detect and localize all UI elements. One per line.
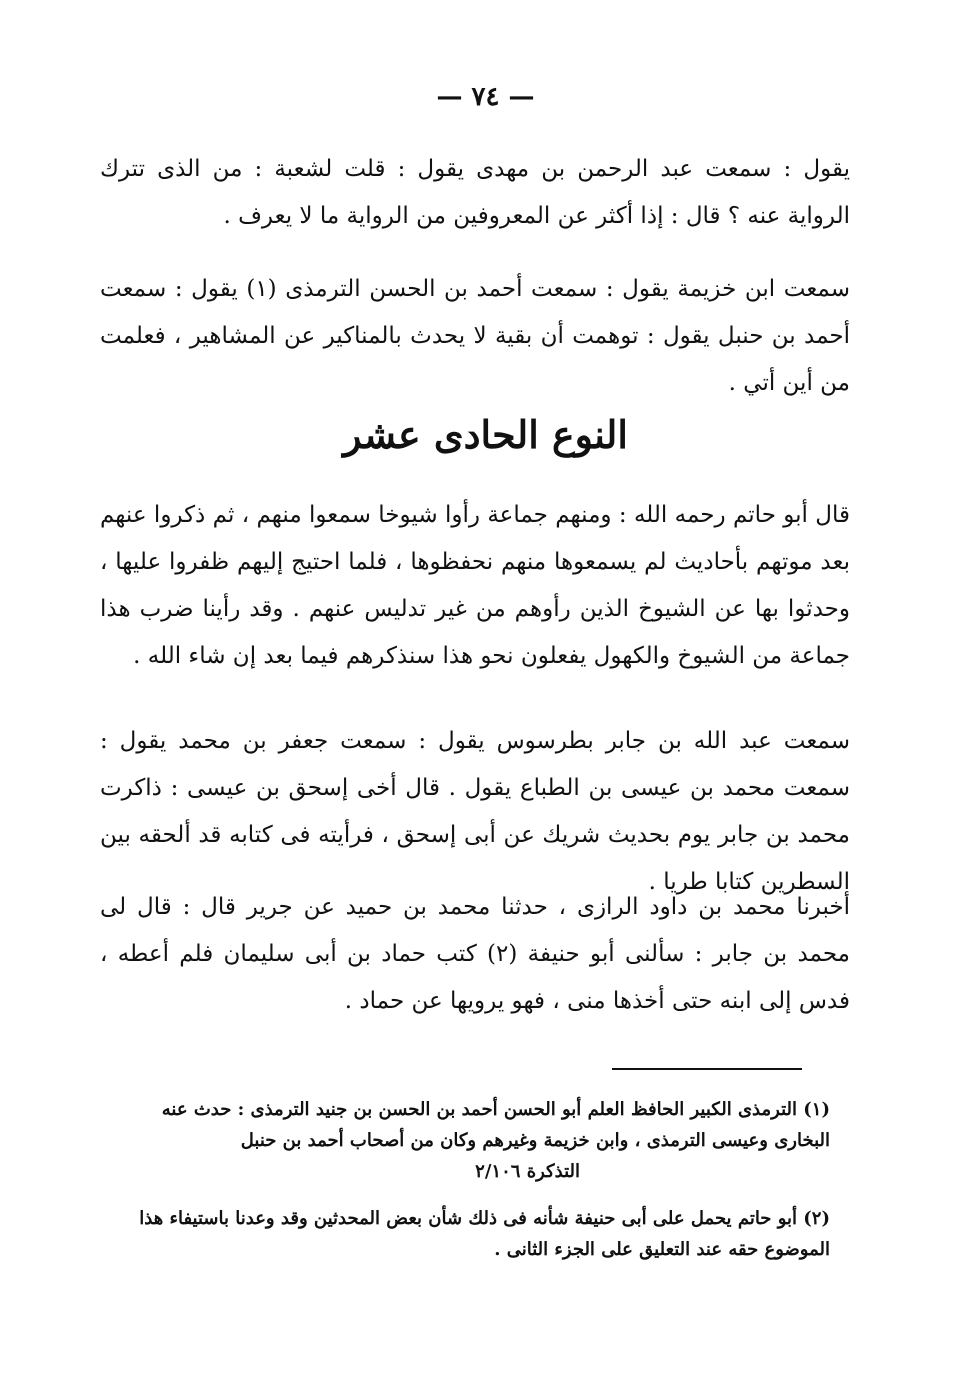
footnotes xyxy=(110,1094,830,1281)
footnote-divider xyxy=(612,1068,802,1070)
section-heading: النوع الحادى عشر xyxy=(343,412,628,457)
paragraph-ibn-khuzayma: سمعت ابن خزيمة يقول : سمعت أحمد بن الحسن الترمذى (١) يقول : سمعت أحمد بن حنبل يقول : توهمت أن بقية لا يحدث بالمناكير عن المشاهير ، فعلمت من أين أتي . xyxy=(100,276,850,396)
paragraph-abdullah-bin-jabir: سمعت عبد الله بن جابر بطرسوس يقول : سمعت جعفر بن محمد يقول : سمعت محمد بن عيسى بن الطباع يقول . قال أخى إسحق بن عيسى : ذاكرت محمد بن جابر يوم بحديث شريك عن أبى إسحق ، فرأيته فى كتابه قد ألحقه بين السطرين كتابا طريا . xyxy=(100,728,850,895)
footnote-1-text: (١) الترمذى الكبير الحافظ العلم أبو الحسن أحمد بن الحسن بن جنيد الترمذى : حدث عنه البخارى وعيسى الترمذى ، وابن خزيمة وغيرهم وكان من أصحاب أحمد بن حنبل xyxy=(161,1099,830,1151)
paragraph-muhammad-bin-dawud: أخبرنا محمد بن داود الرازى ، حدثنا محمد بن حميد عن جرير قال : قال لى محمد بن جابر : سألنى أبو حنيفة (٢) كتب حماد بن أبى سليمان فلم أعطه ، فدس إلى ابنه حتى أخذها منى ، فهو يرويها عن حماد . xyxy=(100,894,850,1014)
footnote-1 xyxy=(110,1094,830,1187)
paragraph-abu-hatim: قال أبو حاتم رحمه الله : ومنهم جماعة رأوا شيوخا سمعوا منهم ، ثم ذكروا عنهم بعد موتهم بأحاديث لم يسمعوها منهم نحفظوها ، فلما احتيج إليهم ظفروا عليها ، وحدثوا بها عن الشيوخ الذين رأوهم من غير تدليس عنهم . وقد رأينا ضرب هذا جماعة من الشيوخ والكهول يفعلون نحو هذا سنذكرهم فيما بعد إن شاء الله . xyxy=(100,502,850,669)
footnote-2-text: (٢) أبو حاتم يحمل على أبى حنيفة شأنه فى ذلك شأن بعض المحدثين وقد وعدنا باستيفاء هذا الموضوع حقه عند التعليق على الجزء الثانى . xyxy=(139,1208,830,1260)
footnote-2 xyxy=(110,1203,830,1265)
footnote-1-reference: التذكرة ٢/١٠٦ xyxy=(475,1161,580,1182)
page-number: — ٧٤ — xyxy=(436,82,535,112)
paragraph-shuba: يقول : سمعت عبد الرحمن بن مهدى يقول : قلت لشعبة : من الذى تترك الرواية عنه ؟ قال : إذا أكثر عن المعروفين من الرواية ما لا يعرف . xyxy=(100,156,850,229)
